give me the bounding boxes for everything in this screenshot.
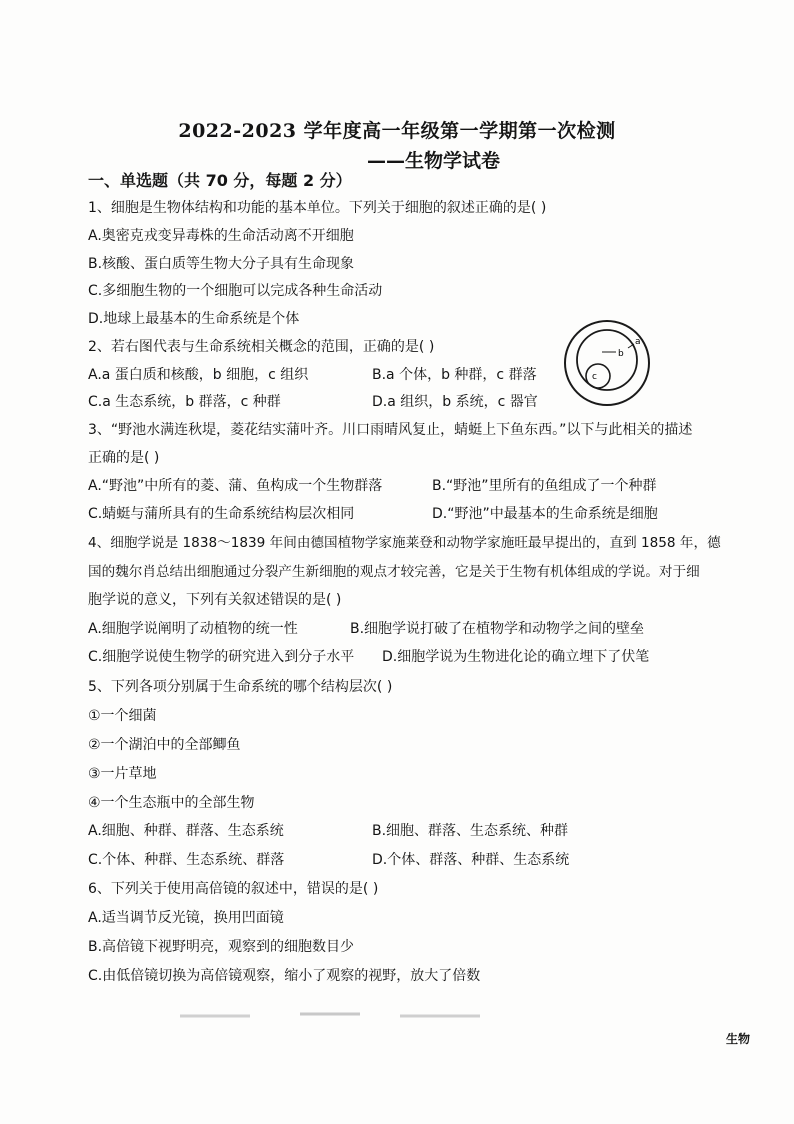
question-4-option-d: D.细胞学说为生物进化论的确立埋下了伏笔 [382, 649, 650, 665]
question-1-stem: 1、细胞是生物体结构和功能的基本单位。下列关于细胞的叙述正确的是( ) [88, 200, 547, 216]
diagram-label-a: a [635, 337, 641, 347]
question-2-option-b: B.a 个体，b 种群，c 群落 [372, 367, 537, 383]
question-3-option-a: A.“野池”中所有的菱、蒲、鱼构成一个生物群落 [88, 478, 383, 494]
question-4-stem-line-1: 4、细胞学说是 1838～1839 年间由德国植物学家施莱登和动物学家施旺最早提出的，直到 1858 年，德 [88, 535, 721, 551]
question-3-option-b: B.“野池”里所有的鱼组成了一个种群 [432, 478, 657, 494]
question-4-option-a: A.细胞学说阐明了动植物的统一性 [88, 621, 298, 637]
question-3-option-c: C.蜻蜓与蒲所具有的生命系统结构层次相同 [88, 506, 355, 522]
question-1-option-a: A.奥密克戎变异毒株的生命活动离不开细胞 [88, 228, 354, 244]
question-1-option-b: B.核酸、蛋白质等生物大分子具有生命现象 [88, 256, 355, 272]
nested-circles-diagram [562, 318, 652, 408]
question-2-option-a: A.a 蛋白质和核酸，b 细胞，c 组织 [88, 367, 309, 383]
question-5-stem: 5、下列各项分别属于生命系统的哪个结构层次( ) [88, 679, 393, 695]
question-5-item-2: ②一个湖泊中的全部鲫鱼 [88, 737, 241, 753]
page-footer-subject: 生物 [726, 1032, 751, 1046]
question-1-option-d: D.地球上最基本的生命系统是个体 [88, 311, 300, 327]
diagram-label-b: b [618, 349, 624, 359]
question-5-option-d: D.个体、群落、种群、生态系统 [372, 852, 570, 868]
question-6-option-a: A.适当调节反光镜，换用凹面镜 [88, 910, 284, 926]
page-subtitle: ——生物学试卷 [367, 150, 501, 172]
question-2-option-d: D.a 组织，b 系统，c 器官 [372, 394, 538, 410]
question-1-option-c: C.多细胞生物的一个细胞可以完成各种生命活动 [88, 283, 383, 299]
question-3-stem-line-2: 正确的是( ) [88, 450, 160, 466]
question-5-option-b: B.细胞、群落、生态系统、种群 [372, 823, 569, 839]
question-5-item-1: ①一个细菌 [88, 708, 157, 724]
diagram-label-c: c [592, 372, 597, 382]
question-5-item-3: ③一片草地 [88, 766, 157, 782]
page-title: 2022-2023 学年度高一年级第一学期第一次检测 [178, 120, 616, 142]
question-6-option-b: B.高倍镜下视野明亮，观察到的细胞数目少 [88, 939, 355, 955]
question-2-option-c: C.a 生态系统，b 群落，c 种群 [88, 394, 281, 410]
question-6-stem: 6、下列关于使用高倍镜的叙述中，错误的是( ) [88, 881, 379, 897]
question-5-option-c: C.个体、种群、生态系统、群落 [88, 852, 285, 868]
scan-bleed-marks [180, 1006, 600, 1026]
question-4-option-c: C.细胞学说使生物学的研究进入到分子水平 [88, 649, 355, 665]
question-2-stem: 2、若右图代表与生命系统相关概念的范围，正确的是( ) [88, 339, 435, 355]
question-3-stem-line-1: 3、“野池水满连秋堤，菱花结实蒲叶齐。川口雨晴风复止，蜻蜓上下鱼东西。”以下与此相关的描述 [88, 422, 693, 438]
question-4-option-b: B.细胞学说打破了在植物学和动物学之间的壁垒 [350, 621, 645, 637]
section-heading: 一、单选题（共 70 分，每题 2 分） [88, 171, 352, 190]
question-4-stem-line-2: 国的魏尔肖总结出细胞通过分裂产生新细胞的观点才较完善，它是关于生物有机体组成的学说。对于细 [88, 564, 700, 580]
question-4-stem-line-3: 胞学说的意义，下列有关叙述错误的是( ) [88, 592, 342, 608]
question-5-option-a: A.细胞、种群、群落、生态系统 [88, 823, 284, 839]
question-5-item-4: ④一个生态瓶中的全部生物 [88, 795, 255, 811]
question-3-option-d: D.“野池”中最基本的生命系统是细胞 [432, 506, 658, 522]
question-6-option-c: C.由低倍镜切换为高倍镜观察，缩小了观察的视野，放大了倍数 [88, 968, 481, 984]
